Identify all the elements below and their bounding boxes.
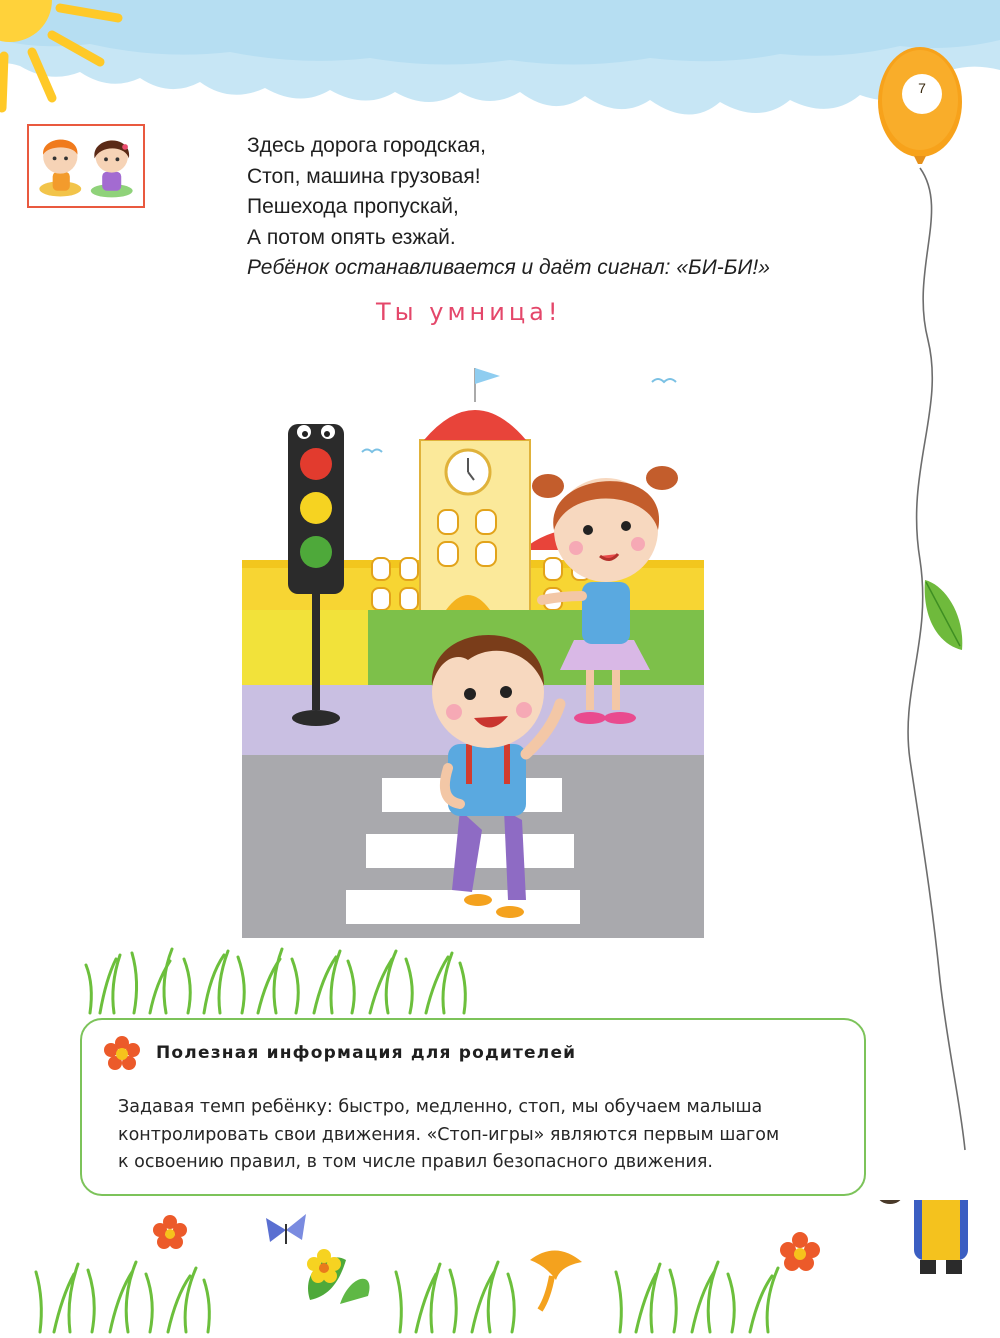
girl-sitting-icon [91,140,133,197]
red-flower-icon [780,1232,820,1271]
grass-illustration [80,935,480,1015]
gnome-icon [878,1200,968,1274]
yellow-flower-icon [307,1249,370,1304]
orange-flower-icon [153,1215,187,1249]
two-kids-icon [27,124,145,208]
sky-clouds-illustration [0,0,1000,130]
poem-block [247,131,847,284]
poem-line: А потом опять езжай. [247,225,456,249]
praise-text: Ты умница! [376,298,562,326]
flower-icon [104,1036,140,1072]
info-text [118,1094,818,1177]
boy-sitting-icon [39,139,81,196]
poem-line: Стоп, машина грузовая! [247,164,481,188]
info-title: Полезная информация для родителей [156,1043,577,1063]
balloon-illustration [870,40,1000,1160]
butterfly-icon [266,1214,306,1244]
poem-line: Пешехода пропускай, [247,195,459,218]
leaf-icon [925,580,963,650]
info-line: к освоению правил, в том числе правил безопасного движения. [118,1152,713,1172]
poem-line: Здесь дорога городская, [247,134,486,157]
mushroom-icon [530,1250,582,1310]
bottom-meadow-illustration [0,1200,1000,1338]
crosswalk-scene-illustration [242,360,704,938]
poem-instruction: Ребёнок останавливается и даёт сигнал: «БИ-БИ!» [247,256,770,279]
page-number: 7 [918,80,926,96]
info-line: Задавая темп ребёнку: быстро, медленно, стоп, мы обучаем малыша [118,1097,763,1117]
info-line: контролировать свои движения. «Стоп-игры» являются первым шагом [118,1124,780,1145]
